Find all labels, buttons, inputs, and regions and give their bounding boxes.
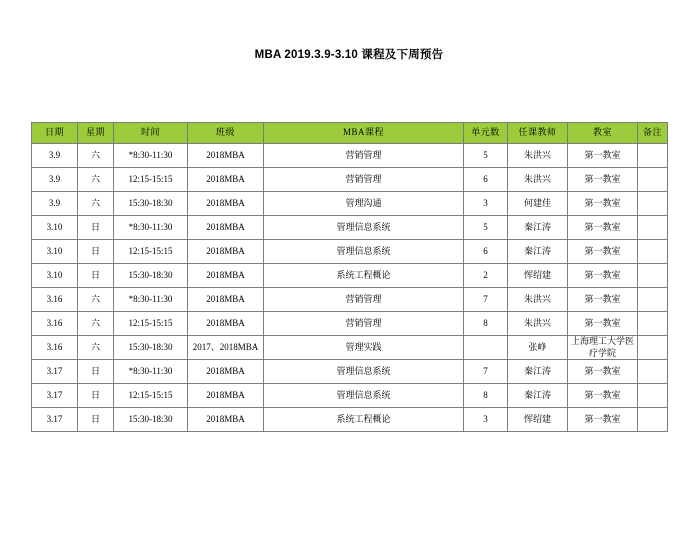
cell-room: 第一教室 — [568, 144, 638, 168]
table-header-row — [32, 123, 668, 144]
cell-note — [638, 336, 668, 360]
schedule-table-container — [31, 122, 667, 432]
cell-units: 6 — [464, 240, 508, 264]
cell-units: 8 — [464, 312, 508, 336]
cell-units: 7 — [464, 360, 508, 384]
table-row — [32, 384, 668, 408]
cell-class: 2018MBA — [188, 312, 264, 336]
cell-note — [638, 216, 668, 240]
table-body — [32, 144, 668, 432]
column-header-room: 教室 — [568, 123, 638, 144]
cell-note — [638, 312, 668, 336]
cell-class: 2018MBA — [188, 240, 264, 264]
table-row — [32, 144, 668, 168]
table-row — [32, 360, 668, 384]
cell-room: 第一教室 — [568, 192, 638, 216]
cell-teacher: 张峥 — [508, 336, 568, 360]
cell-date: 3.10 — [32, 264, 78, 288]
cell-units — [464, 336, 508, 360]
column-header-note: 备注 — [638, 123, 668, 144]
table-row — [32, 168, 668, 192]
cell-room: 第一教室 — [568, 288, 638, 312]
cell-room: 第一教室 — [568, 216, 638, 240]
cell-class: 2018MBA — [188, 408, 264, 432]
cell-date: 3.10 — [32, 240, 78, 264]
cell-time: 12:15-15:15 — [114, 384, 188, 408]
cell-course: 管理实践 — [264, 336, 464, 360]
cell-course: 营销管理 — [264, 144, 464, 168]
cell-weekday: 六 — [78, 312, 114, 336]
cell-class: 2018MBA — [188, 216, 264, 240]
cell-date: 3.17 — [32, 408, 78, 432]
column-header-units: 单元数 — [464, 123, 508, 144]
table-row — [32, 336, 668, 360]
cell-room: 第一教室 — [568, 312, 638, 336]
cell-time: *8:30-11:30 — [114, 216, 188, 240]
cell-teacher: 恽绍建 — [508, 264, 568, 288]
cell-weekday: 日 — [78, 216, 114, 240]
cell-teacher: 秦江涛 — [508, 360, 568, 384]
cell-weekday: 六 — [78, 144, 114, 168]
cell-date: 3.9 — [32, 168, 78, 192]
cell-class: 2018MBA — [188, 360, 264, 384]
column-header-course: MBA课程 — [264, 123, 464, 144]
cell-course: 管理信息系统 — [264, 240, 464, 264]
cell-units: 7 — [464, 288, 508, 312]
column-header-teacher: 任课教师 — [508, 123, 568, 144]
cell-units: 8 — [464, 384, 508, 408]
cell-teacher: 恽绍建 — [508, 408, 568, 432]
cell-note — [638, 408, 668, 432]
cell-units: 5 — [464, 216, 508, 240]
cell-time: 15:30-18:30 — [114, 192, 188, 216]
cell-note — [638, 144, 668, 168]
table-row — [32, 312, 668, 336]
cell-course: 营销管理 — [264, 288, 464, 312]
cell-room: 第一教室 — [568, 360, 638, 384]
cell-course: 管理信息系统 — [264, 360, 464, 384]
cell-note — [638, 192, 668, 216]
cell-weekday: 日 — [78, 264, 114, 288]
cell-date: 3.9 — [32, 144, 78, 168]
document-page — [0, 46, 698, 540]
cell-weekday: 日 — [78, 408, 114, 432]
cell-course: 系统工程概论 — [264, 408, 464, 432]
cell-weekday: 日 — [78, 240, 114, 264]
cell-date: 3.17 — [32, 384, 78, 408]
column-header-weekday: 星期 — [78, 123, 114, 144]
cell-room: 第一教室 — [568, 240, 638, 264]
cell-date: 3.16 — [32, 288, 78, 312]
cell-room: 上海理工大学医疗学院 — [568, 336, 638, 360]
cell-course: 营销管理 — [264, 168, 464, 192]
cell-units: 6 — [464, 168, 508, 192]
cell-date: 3.17 — [32, 360, 78, 384]
cell-time: *8:30-11:30 — [114, 360, 188, 384]
cell-units: 3 — [464, 408, 508, 432]
cell-weekday: 日 — [78, 384, 114, 408]
cell-course: 管理信息系统 — [264, 216, 464, 240]
table-row — [32, 192, 668, 216]
cell-note — [638, 360, 668, 384]
column-header-date: 日期 — [32, 123, 78, 144]
cell-class: 2018MBA — [188, 264, 264, 288]
cell-teacher: 朱洪兴 — [508, 312, 568, 336]
cell-time: 15:30-18:30 — [114, 336, 188, 360]
cell-room: 第一教室 — [568, 264, 638, 288]
cell-teacher: 秦江涛 — [508, 216, 568, 240]
cell-date: 3.10 — [32, 216, 78, 240]
column-header-time: 时间 — [114, 123, 188, 144]
cell-teacher: 朱洪兴 — [508, 168, 568, 192]
cell-time: 15:30-18:30 — [114, 408, 188, 432]
cell-class: 2017、2018MBA — [188, 336, 264, 360]
cell-date: 3.16 — [32, 312, 78, 336]
cell-date: 3.9 — [32, 192, 78, 216]
cell-class: 2018MBA — [188, 192, 264, 216]
cell-time: 12:15-15:15 — [114, 240, 188, 264]
cell-room: 第一教室 — [568, 408, 638, 432]
column-header-class: 班级 — [188, 123, 264, 144]
cell-note — [638, 168, 668, 192]
cell-class: 2018MBA — [188, 288, 264, 312]
cell-time: *8:30-11:30 — [114, 288, 188, 312]
cell-teacher: 朱洪兴 — [508, 288, 568, 312]
cell-units: 3 — [464, 192, 508, 216]
cell-room: 第一教室 — [568, 168, 638, 192]
cell-room: 第一教室 — [568, 384, 638, 408]
cell-course: 管理信息系统 — [264, 384, 464, 408]
cell-weekday: 日 — [78, 360, 114, 384]
table-row — [32, 240, 668, 264]
course-schedule-table — [31, 122, 668, 432]
cell-note — [638, 264, 668, 288]
cell-weekday: 六 — [78, 192, 114, 216]
table-row — [32, 288, 668, 312]
table-header — [32, 123, 668, 144]
cell-weekday: 六 — [78, 336, 114, 360]
table-row — [32, 408, 668, 432]
table-row — [32, 264, 668, 288]
cell-time: 12:15-15:15 — [114, 312, 188, 336]
cell-teacher: 何建佳 — [508, 192, 568, 216]
cell-class: 2018MBA — [188, 384, 264, 408]
cell-time: *8:30-11:30 — [114, 144, 188, 168]
cell-class: 2018MBA — [188, 144, 264, 168]
cell-teacher: 朱洪兴 — [508, 144, 568, 168]
cell-course: 系统工程概论 — [264, 264, 464, 288]
cell-weekday: 六 — [78, 288, 114, 312]
cell-time: 15:30-18:30 — [114, 264, 188, 288]
cell-note — [638, 288, 668, 312]
cell-time: 12:15-15:15 — [114, 168, 188, 192]
cell-teacher: 秦江涛 — [508, 240, 568, 264]
cell-course: 管理沟通 — [264, 192, 464, 216]
cell-note — [638, 240, 668, 264]
cell-weekday: 六 — [78, 168, 114, 192]
cell-date: 3.16 — [32, 336, 78, 360]
cell-course: 营销管理 — [264, 312, 464, 336]
cell-class: 2018MBA — [188, 168, 264, 192]
cell-units: 5 — [464, 144, 508, 168]
cell-note — [638, 384, 668, 408]
page-title: MBA 2019.3.9-3.10 课程及下周预告 — [254, 49, 444, 61]
cell-teacher: 秦江涛 — [508, 384, 568, 408]
table-row — [32, 216, 668, 240]
cell-units: 2 — [464, 264, 508, 288]
